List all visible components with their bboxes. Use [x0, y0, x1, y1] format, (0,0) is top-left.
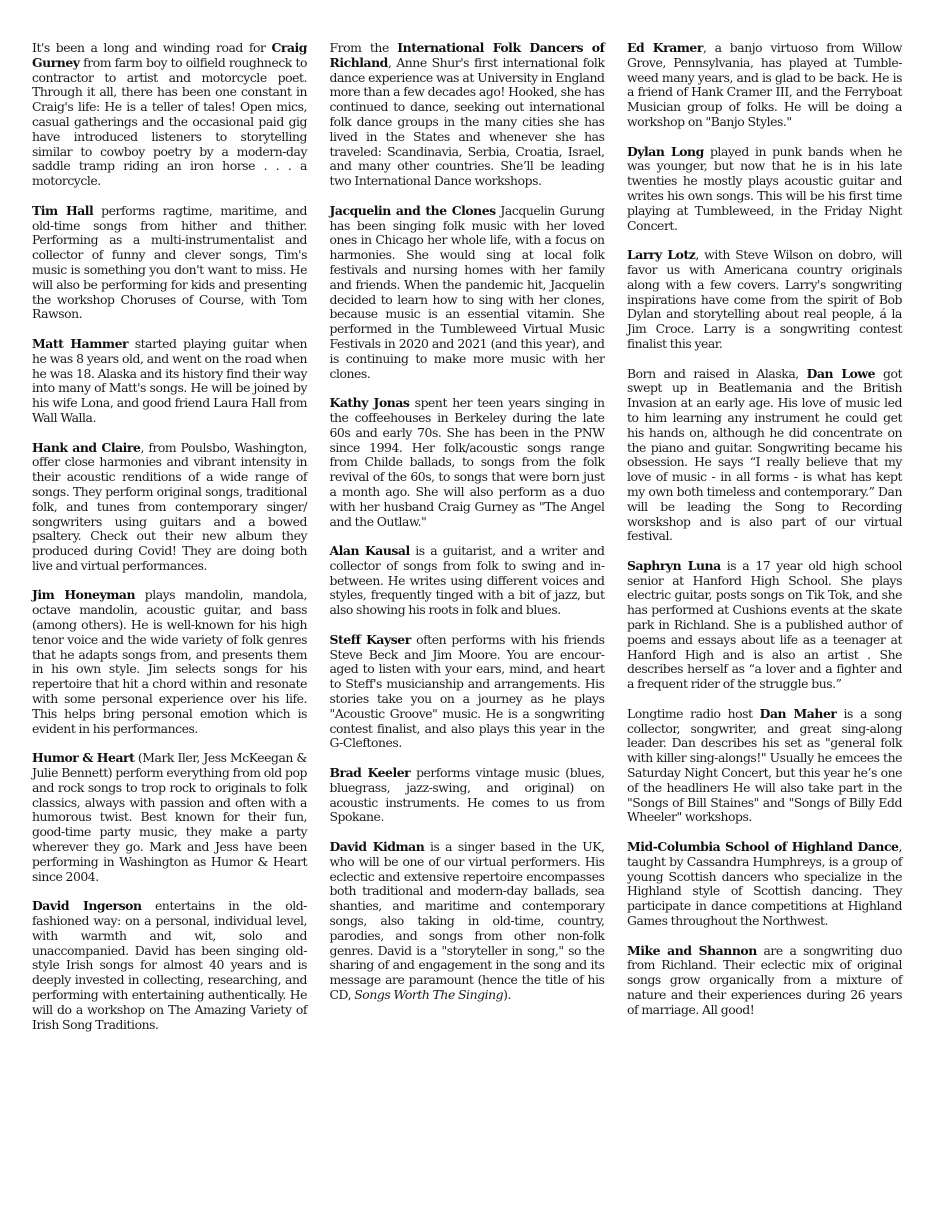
- performer-name: Jim Honeyman: [32, 587, 136, 603]
- performer-name: Steff Kayser: [329, 631, 411, 647]
- performer-name: Craig Gurney: [32, 40, 307, 70]
- bio-text: , from Poulsbo, Washington, offer close harmonies and vibrant intensity in their acoustic renditions of a wide range of songs. They perform original songs, traditional folk, and tunes from contemporary singer/ songwriters using guitars and a bowed psaltery. Check out their new album they produced during Covid! They are doing both live and virtual performances.: [32, 439, 308, 573]
- bio-saphryn-luna: [627, 559, 902, 692]
- bio-text: , with Steve Wilson on dobro, will favor us with Americana country originals along with a few covers. Larry's songwriting inspirations have come from the spirit of Bob Dylan and storytelling about real people, á la Jim Croce. Larry is a songwriting contest finalist this year.: [627, 247, 903, 351]
- cd-title: Songs Worth The Singing: [354, 987, 504, 1002]
- performer-name: Jacquelin and the Clones: [329, 202, 496, 218]
- performer-name: David Kidman: [329, 839, 425, 855]
- bio-craig-gurney: [32, 41, 307, 189]
- column-2: [330, 41, 605, 1047]
- performer-name: Tim Hall: [32, 202, 94, 218]
- performer-name: International Folk Dancers of Richland: [329, 40, 605, 70]
- performer-name: Mid-Columbia School of Highland Dance: [627, 839, 899, 855]
- bio-brad-keeler: [330, 766, 605, 825]
- performer-name: Mike and Shannon: [627, 942, 757, 958]
- performer-name: Hank and Claire: [32, 439, 141, 455]
- bio-text: is a singer based in the UK, who will be one of our virtual performers. His eclectic and extensive repertoire encompasses both traditional and modern-day ballads, sea shanties, and maritime and contemporary songs, also taking in old-time, country, parodies, and songs from other non-folk genres. David is a "storyteller in song," so the sharing of and engagement in the song and its message are paramount (hence the title of his CD,: [329, 839, 605, 1002]
- bio-dan-lowe: [627, 367, 902, 545]
- performer-name: Matt Hammer: [32, 335, 129, 351]
- performer-name: Brad Keeler: [329, 765, 411, 781]
- bio-text: is a 17 year old high school senior at Hanford High School. She plays electric guitar, posts songs on Tik Tok, and she has performed at Cushions events at the skate park in Richland. She is a published author of poems and essays about life as a teenager at Hanford High and is also an artist . She describes herself as “a lover and a fighter and a frequent rider of the struggle bus.”: [627, 557, 902, 692]
- bio-text: plays mandolin, mandola, octave mandolin, acoustic guitar, and bass (among others). He is well-known for his high tenor voice and the wide variety of folk genres that he adapts songs from, and presents them in his own style. Jim selects songs for his repertoire that hit a chord within and resonate with some personal experience over his life. This helps bring personal emotion which is evident in his performances.: [32, 587, 307, 736]
- performer-name: Alan Kausal: [329, 543, 410, 559]
- performer-name: Ed Kramer: [627, 40, 703, 55]
- bio-humor-and-heart: [32, 751, 307, 884]
- bio-text: are a songwriting duo from Richland. Their eclectic mix of original songs grow organically from a mixture of nature and their experiences during 26 years of marriage. All good!: [627, 942, 902, 1017]
- performer-name: Humor & Heart: [32, 750, 135, 766]
- bio-text: , taught by Cassandra Humphreys, is a group of young Scottish dancers who specialize in the Highland style of Scottish dancing. They participate in dance competitions at Highland Games throughout the Northwest.: [627, 839, 902, 929]
- bio-international-folk-dancers: [330, 41, 605, 189]
- performer-name: Larry Lotz: [627, 247, 696, 263]
- bio-mike-and-shannon: [627, 944, 902, 1018]
- bio-text: entertains in the old-fashioned way: on a personal, individual level, with warmth and wit, solo and unaccompanied. David has been singing old-style Irish songs for almost 40 years and is deeply invested in collecting, researching, and performing with entertaining authentically. He will do a workshop on The Amazing Variety of Irish Song Traditions.: [32, 898, 307, 1032]
- bio-lead: It's been a long and winding road for: [32, 40, 272, 55]
- bio-tim-hall: [32, 204, 307, 322]
- bio-text: (Mark Iler, Jess McKeegan & Julie Bennett) perform everything from old pop and rock songs to trop rock to originals to folk classics, always with passion and often with a humorous twist. Best known for their fun, good-time party music, they make a party wherever they go. Mark and Jess have been performing in Washington as Humor & Heart since 2004.: [32, 750, 308, 884]
- bio-text: , Anne Shur's first international folk dance experience was at University in England more than a few decades ago! Hooked, she has continued to dance, seeking out international folk dance groups in the many cities she has lived in the States and whenever she has traveled: Scandinavia, Serbia, Croatia, Israel, and many other countries. She’ll be leading two International Dance workshops.: [329, 54, 605, 189]
- bio-ed-kramer: [627, 41, 902, 130]
- bio-tail: ).: [503, 987, 511, 1002]
- performer-name: Dylan Long: [627, 143, 704, 159]
- bio-lead: Longtime radio host: [627, 705, 760, 721]
- column-3: [627, 41, 902, 1047]
- bio-text: got swept up in Beatlemania and the British Invasion at an early age. His love of music led to him learning any instrument he could get his hands on, although he did concentrate on the piano and guitar. Songwriting became his obsession. He says “I really believe that my love of music - in all forms - is what has kept my own both timeless and contemporary.” Dan will be leading the Song to Recording worskshop and is also part of our virtual festival.: [627, 365, 903, 544]
- bio-text: , a banjo virtuoso from Willow Grove, Pennsylvania, has played at Tumble-weed many years, and is glad to be back. He is a friend of Hank Cramer III, and the Ferryboat Musician group of folks. He will be doing a workshop on "Banjo Styles.": [627, 40, 903, 129]
- bio-hank-and-claire: [32, 441, 307, 574]
- performer-name: Saphryn Luna: [627, 557, 721, 573]
- bio-david-kidman: [330, 840, 605, 1003]
- bio-text: spent her teen years singing in the coffeehouses in Berkeley during the late 60s and early 70s. She has been in the PNW since 1994. Her folk/acoustic songs range from Childe ballads, to songs from the folk revival of the 60s, to songs that were born just a month ago. She will also perform as a duo with her husband Craig Gurney as "The Angel and the Outlaw.": [329, 395, 605, 529]
- bio-larry-lotz: [627, 248, 902, 352]
- bio-matt-hammer: [32, 337, 307, 426]
- bio-david-ingerson: [32, 899, 307, 1032]
- bio-text: is a guitarist, and a writer and collector of songs from folk to swing and in-between. He writes using different voices and styles, frequently tinged with a bit of jazz, but also showing his roots in folk and blues.: [329, 543, 605, 618]
- bio-text: often performs with his friends Steve Beck and Jim Moore. You are encour-aged to listen with your ears, mind, and heart to Steff's musicianship and arrangements. His stories take you on a journey as he plays "Acoustic Groove" music. He is a songwriting contest finalist, and also plays this year in the G-Cleftones.: [329, 631, 605, 751]
- bio-text: Jacquelin Gurung has been singing folk music with her loved ones in Chicago her whole life, with a focus on harmonies. She would sing at local folk festivals and nursing homes with her family and friends. When the pandemic hit, Jacquelin decided to learn how to sing with her clones, because music is an essential vitamin. She performed in the Tumbleweed Virtual Music Festivals in 2020 and 2021 (and this year), and is continuing to make more music with her clones.: [329, 202, 605, 381]
- bio-jacquelin-and-the-clones: [330, 204, 605, 382]
- bio-kathy-jonas: [330, 396, 605, 529]
- bio-steff-kayser: [330, 633, 605, 751]
- performer-name: Dan Lowe: [806, 365, 876, 381]
- bio-text: from farm boy to oilfield roughneck to contractor to artist and motorcycle poet. Through it all, there has been one constant in Craig's life: He is a teller of tales! Open mics, casual gatherings and the occasional paid gig have introduced listeners to storytelling similar to cowboy poetry by a modern-day saddle tramp riding an iron horse . . . a motorcycle.: [32, 54, 307, 189]
- bio-lead: Born and raised in Alaska,: [627, 365, 807, 381]
- bio-text: performs ragtime, maritime, and old-time songs from hither and thither. Performing as a multi-instrumentalist and collector of funny and clever songs, Tim's music is something you don't want to miss. He will also be performing for kids and presenting the workshop Choruses of Course, with Tom Rawson.: [32, 202, 307, 322]
- bio-lead: From the: [329, 40, 398, 55]
- performer-name: David Ingerson: [32, 898, 142, 914]
- bio-text: performs vintage music (blues, bluegrass, jazz-swing, and original) on acoustic instruments. He comes to us from Spokane.: [329, 765, 605, 825]
- bio-dan-maher: [627, 707, 902, 825]
- performer-name: Dan Maher: [759, 705, 837, 721]
- bio-mid-columbia-highland-dance: [627, 840, 902, 929]
- bio-text: is a song collector, songwriter, and great sing-along leader. Dan describes his set as "general folk with killer sing-alongs!" Usually he emcees the Saturday Night Concert, but this year he’s one of the headliners He will also take part in the "Songs of Bill Staines" and "Songs of Billy Edd Wheeler" workshops.: [627, 705, 902, 825]
- performer-bios-page: [32, 41, 902, 1047]
- bio-text: played in punk bands when he was younger, but now that he is in his late twenties he mostly plays acoustic guitar and writes his own songs. This will be his first time playing at Tumbleweed, in the Friday Night Concert.: [627, 143, 902, 233]
- bio-dylan-long: [627, 145, 902, 234]
- bio-text: started playing guitar when he was 8 years old, and went on the road when he was 18. Alaska and its history find their way into many of Matt's songs. He will be joined by his wife Lona, and good friend Laura Hall from Wall Walla.: [32, 335, 307, 425]
- performer-name: Kathy Jonas: [329, 395, 410, 411]
- bio-jim-honeyman: [32, 588, 307, 736]
- column-1: [32, 41, 307, 1047]
- bio-alan-kausal: [330, 544, 605, 618]
